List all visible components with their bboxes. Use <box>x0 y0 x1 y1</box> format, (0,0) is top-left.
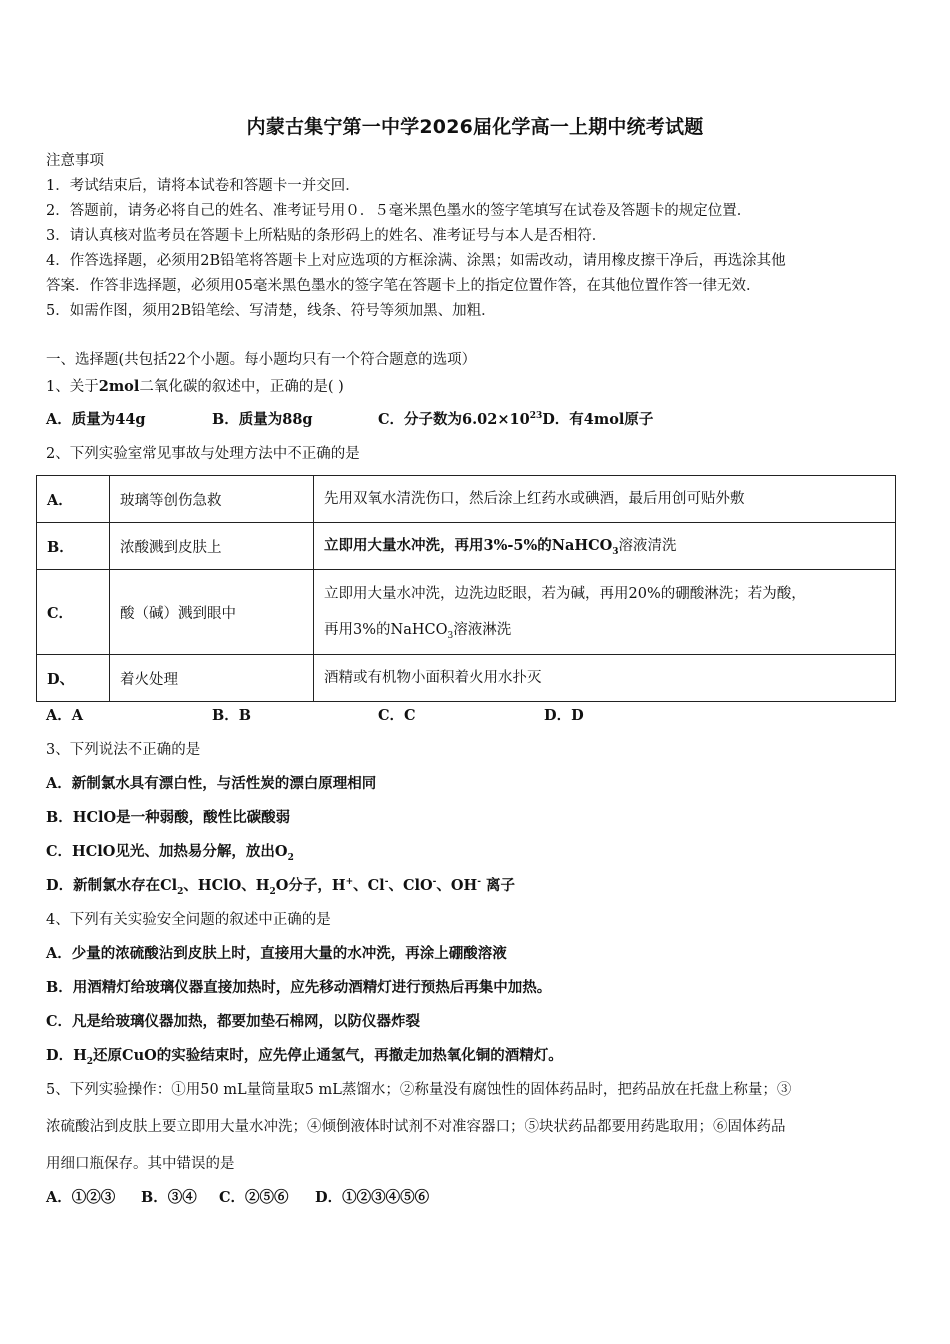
question-5-options <box>46 1188 429 1208</box>
q3-d-text: 、Cl <box>353 877 385 894</box>
row-method <box>314 570 896 655</box>
table-row <box>37 476 896 523</box>
row-method: 酒精或有机物小面积着火用水扑灭 <box>314 655 896 702</box>
q2-option-d: D．D <box>544 707 584 724</box>
q3-option-c-text: C．HClO见光、加热易分解，放出O <box>46 843 288 860</box>
notice-item: 2．答题前，请务必将自己的姓名、准考证号用０．５毫米黑色墨水的签字笔填写在试卷及答题卡的规定位置． <box>46 203 752 219</box>
row-label: B． <box>37 523 110 570</box>
q4-d-sub: 2 <box>86 1056 94 1067</box>
row-method-sub: 3 <box>447 630 454 641</box>
question-4-stem: 4、下列有关实验安全问题的叙述中正确的是 <box>46 912 331 928</box>
row-method-tail: 溶液清洗 <box>618 538 677 554</box>
question-3-stem: 3、下列说法不正确的是 <box>46 742 201 758</box>
q1-option-d: D．有4mol原子 <box>542 411 654 428</box>
q3-option-d <box>46 876 515 896</box>
row-method-text: 再用3%的NaHCO <box>324 622 448 638</box>
row-event: 着火处理 <box>110 655 314 702</box>
q1-option-b: B．质量为88g <box>212 411 313 428</box>
row-method-text: 立即用大量水冲洗，再用3%-5%的NaHCO <box>324 537 613 554</box>
row-method-tail: 溶液淋洗 <box>453 622 512 638</box>
row-event: 玻璃等创伤急救 <box>110 476 314 523</box>
question-1-options <box>46 410 653 430</box>
q5-option-d: D．①②③④⑤⑥ <box>315 1189 430 1206</box>
section-heading: 一、选择题(共包括22个小题。每小题均只有一个符合题意的选项） <box>46 352 477 368</box>
row-method-line2 <box>324 612 885 648</box>
q1-option-c-sup: 23 <box>529 411 543 422</box>
notice-item: 5．如需作图，须用2B铅笔绘、写清楚，线条、符号等须加黑、加粗． <box>46 303 496 319</box>
q1-stem-post: 二氧化碳的叙述中，正确的是( ) <box>139 379 344 395</box>
q5-option-a: A．①②③ <box>46 1189 116 1206</box>
q2-option-c: C．C <box>378 707 416 724</box>
q3-d-text: O分子，H <box>275 877 346 894</box>
q3-d-sup: - <box>432 877 437 888</box>
row-method <box>314 523 896 570</box>
question-2-options <box>46 706 584 726</box>
q4-option-a: A．少量的浓硫酸沾到皮肤上时，直接用大量的水冲洗，再涂上硼酸溶液 <box>46 945 507 962</box>
row-label: D、 <box>37 655 110 702</box>
row-label: C． <box>37 570 110 655</box>
q1-option-a: A．质量为44g <box>46 411 146 428</box>
q3-d-sub: 2 <box>177 886 184 897</box>
q3-option-c <box>46 842 294 862</box>
q1-stem-bold: 2mol <box>98 378 140 395</box>
q1-option-c-text: C．分子数为6.02×10 <box>378 411 530 428</box>
q3-d-sup: - <box>384 877 389 888</box>
row-event: 浓酸溅到皮肤上 <box>110 523 314 570</box>
q3-option-c-sub: 2 <box>287 852 294 863</box>
q1-stem-pre: 1、关于 <box>46 379 99 395</box>
q1-option-c <box>378 410 542 430</box>
q3-option-b: B．HClO是一种弱酸，酸性比碳酸弱 <box>46 809 291 826</box>
q3-option-a: A．新制氯水具有漂白性，与活性炭的漂白原理相同 <box>46 775 377 792</box>
question-2-stem: 2、下列实验室常见事故与处理方法中不正确的是 <box>46 446 360 462</box>
table-row <box>37 570 896 655</box>
q5-option-c: C．②⑤⑥ <box>219 1189 289 1206</box>
page-title: 内蒙古集宁第一中学2026届化学高一上期中统考试题 <box>246 116 704 138</box>
row-method: 先用双氧水清洗伤口，然后涂上红药水或碘酒，最后用创可贴外敷 <box>314 476 896 523</box>
notice-item: 答案．作答非选择题，必须用05毫米黑色墨水的签字笔在答题卡上的指定位置作答，在其他位置作答一律无效． <box>46 278 761 294</box>
table-row <box>37 523 896 570</box>
q2-option-a: A．A <box>46 707 84 724</box>
q2-option-b: B．B <box>212 707 252 724</box>
q3-d-text: 、ClO <box>388 877 433 894</box>
question-5-stem: 浓硫酸沾到皮肤上要立即用大量水冲洗；④倾倒液体时试剂不对准容器口；⑤块状药品都要用药匙取用；⑥固体药品 <box>46 1119 786 1135</box>
question-1-stem <box>46 377 344 397</box>
q4-option-d <box>46 1046 563 1066</box>
q4-option-b: B．用酒精灯给玻璃仪器直接加热时，应先移动酒精灯进行预热后再集中加热。 <box>46 979 552 996</box>
notice-item: 3．请认真核对监考员在答题卡上所粘贴的条形码上的姓名、准考证号与本人是否相符． <box>46 228 607 244</box>
q2-table <box>36 475 896 702</box>
table-row <box>37 655 896 702</box>
notice-item: 1．考试结束后，请将本试卷和答题卡一并交回． <box>46 178 360 194</box>
row-label: A． <box>37 476 110 523</box>
q3-d-sup: - <box>477 877 481 888</box>
q4-d-text: D．H <box>46 1047 87 1064</box>
question-5-stem: 用细口瓶保存。其中错误的是 <box>46 1156 235 1172</box>
q3-d-text: 离子 <box>480 877 516 894</box>
notice-item: 4．作答选择题，必须用2B铅笔将答题卡上对应选项的方框涂满、涂黑；如需改动，请用橡皮擦干净后，再选涂其他 <box>46 253 786 269</box>
notice-heading: 注意事项 <box>46 153 104 169</box>
q4-d-text: 还原CuO的实验结束时，应先停止通氢气，再撤走加热氧化铜的酒精灯。 <box>93 1047 563 1064</box>
row-event: 酸（碱）溅到眼中 <box>110 570 314 655</box>
q3-d-text: D．新制氯水存在Cl <box>46 877 178 894</box>
question-5-stem: 5、下列实验操作：①用50 mL量筒量取5 mL蒸馏水；②称量没有腐蚀性的固体药品时，把药品放在托盘上称量；③ <box>46 1082 792 1098</box>
q3-d-text: 、HClO、H <box>183 877 270 894</box>
q3-d-sub: 2 <box>269 886 276 897</box>
row-method-line1: 立即用大量水冲洗，边洗边眨眼，若为碱，再用20%的硼酸淋洗；若为酸， <box>324 586 806 602</box>
q3-d-text: 、OH <box>436 877 478 894</box>
q5-option-b: B．③④ <box>141 1189 197 1206</box>
q3-d-sup: + <box>345 877 354 888</box>
q4-option-c: C．凡是给玻璃仪器加热，都要加垫石棉网，以防仪器炸裂 <box>46 1013 421 1030</box>
row-method-sub: 3 <box>612 546 619 557</box>
